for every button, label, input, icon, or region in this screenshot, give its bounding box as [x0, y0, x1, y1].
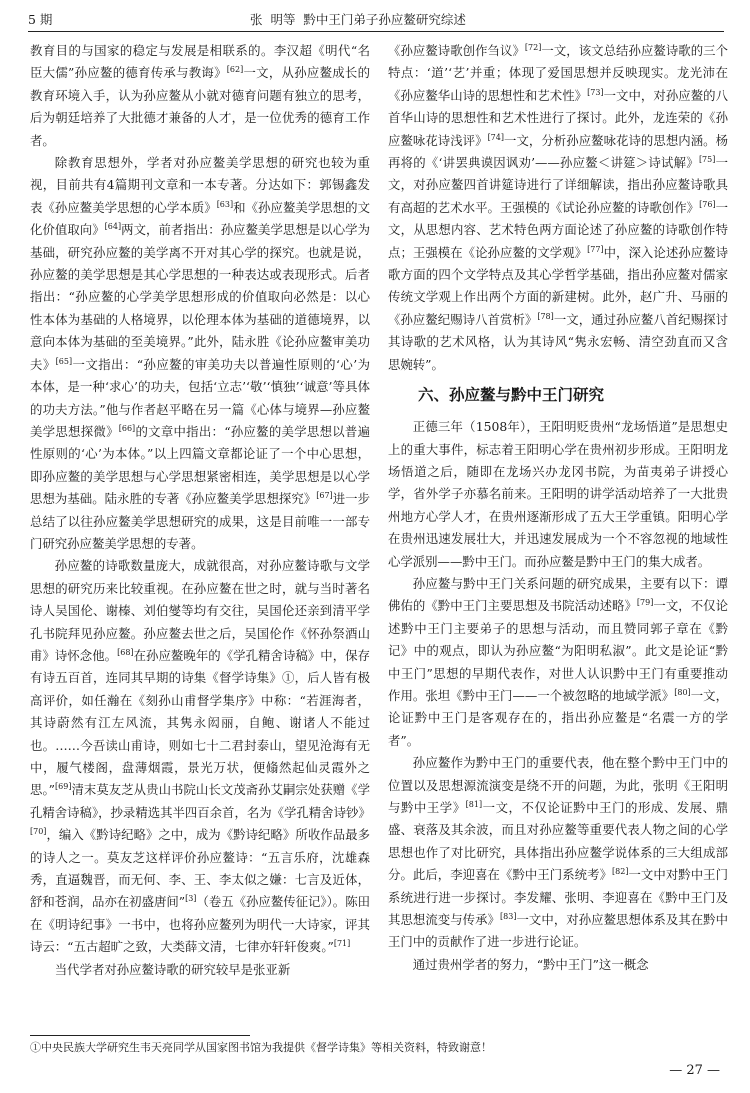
citation-mark: [64]	[104, 222, 122, 232]
body-paragraph: 教育目的与国家的稳定与发展是相联系的。李汉超《明代“名臣大儒”孙应鳌的德育传承与教诲》[62]一文，从孙应鳌成长的教育环境入手，认为孙应鳌从小就对德育问题有独立的思考，后为朝廷培养了大批德才兼备的人才，是一位优秀的德育工作者。	[30, 43, 370, 148]
citation-mark: [81]	[465, 799, 483, 809]
citation-mark: [67]	[316, 491, 333, 500]
citation-mark: [71]	[333, 939, 351, 949]
body-paragraph: 孙应鳌与黔中王门关系问题的研究成果，主要有以下：谭佛佑的《黔中王门主要思想及书院活动述略》[79]一文，不仅论述黔中王门主要弟子的思想与活动，而且赞同郭子章在《黔记》中的观点，即认为孙应鳌“为阳明私淑”。此文是论证“黔中王门”思想的早期代表作，对世人认识黔中王门有重要推动作用。张坦《黔中王门——一个被忽略的地域学派》[80]一文，论证黔中王门是客观存在的，指出孙应鳌是“名震一方的学者”。	[388, 575, 729, 748]
citation-mark: [65]	[55, 356, 73, 366]
citation-mark: [76]	[699, 199, 716, 209]
citation-mark: [83]	[500, 911, 517, 921]
citation-mark: [68]	[117, 647, 134, 657]
citation-mark: [82]	[612, 867, 629, 877]
body-paragraph: 正德三年（1508年），王阳明贬贵州“龙场悟道”是思想史上的重大事件，标志着王阳明心学在贵州初步形成。王阳明龙场悟道之后，随即在龙场兴办龙冈书院，为苗夷弟子讲授心学，省外学子亦慕名前来。王阳明的讲学活动培养了一大批贵州地方心学人才，在贵州逐渐形成了五大王学重镇。阳明心学在贵州迅速发展壮大，并迅速发展成为一个不容忽视的地域性心学派别——黔中王门。而孙应鳌是黔中王门的集大成者。	[388, 419, 728, 569]
footnote: ①中央民族大学研究生韦天亮同学从国家图书馆为我提供《督学诗集》等相关资料，特致谢意！	[30, 1041, 492, 1054]
right-column	[388, 40, 728, 976]
citation-mark: [62]	[226, 65, 244, 75]
body-paragraph: 当代学者对孙应鳌诗歌的研究较早是张亚新	[54, 961, 291, 977]
citation-mark: [72]	[524, 42, 542, 52]
body-paragraph: 孙应鳌作为黔中王门的重要代表，他在整个黔中王门中的位置以及思想源流演变是绕不开的问题，为此，张明《王阳明与黔中王学》[81]一文，不仅论证黔中王门的形成、发展、鼎盛、衰落及其余波，而且对孙应鳌等重要代表人物之间的心学思想也作了对比研究，具体指出孙应鳌学说体系的三大组成部分。此后，李迎喜在《黔中王门系统考》[82]一文中对黔中王门系统进行进一步探讨。李发耀、张明、李迎喜在《黔中王门及其思想流变与传承》[83]一文中，对孙应鳌思想体系及其在黔中王门中的贡献作了进一步进行论证。	[388, 755, 729, 950]
citation-mark: [77]	[587, 244, 604, 254]
citation-mark: [78]	[537, 311, 554, 321]
body-paragraph: 通过贵州学者的努力，“黔中王门”这一概念	[412, 956, 649, 972]
citation-mark: [66]	[118, 423, 136, 433]
body-paragraph: 《孙应鳌诗歌创作刍议》[72]一文，该文总结孙应鳌诗歌的三个特点：‘道’‘艺’并重；体现了爱国思想并反映现实。龙光沛在《孙应鳌华山诗的思想性和艺术性》[73]一文中，对孙应鳌的八首华山诗的思想性和艺术性进行了探讨。此外，龙连荣的《孙应鳌咏花诗浅评》[74]一文，分析孙应鳌咏花诗的思想内涵。杨再将的《‘讲罢典谟因讽劝’——孙应鳌＜讲筵＞诗试解》[75]一文，对孙应鳌四首讲筵诗进行了详细解读，指出孙应鳌诗歌具有高超的艺术水平。王强模的《试论孙应鳌的诗歌创作》[76]一文，从思想内容、艺术特色两方面论述了孙应鳌的诗歌创作特点；王强模在《论孙应鳌的文学观》[77]中，深入论述孙应鳌诗歌方面的四个文学特点及其心学哲学基础，指出孙应鳌对儒家传统文学观上作出两个方面的新建树。此外，赵广升、马丽的《孙应鳌纪赐诗八首赏析》[78]一文，通过孙应鳌八首纪赐探讨其诗歌的艺术风格，认为其诗风“隽永宏畅、清空劲直而又含思婉转”。	[388, 42, 729, 372]
left-column	[30, 40, 370, 981]
citation-mark: [75]	[698, 154, 716, 164]
section-heading: 六、孙应鳌与黔中王门研究	[418, 385, 605, 405]
citation-mark: [70]	[30, 827, 47, 837]
citation-mark: [69]	[55, 782, 72, 792]
running-title: 张 明等 黔中王门弟子孙应鳌研究综述	[250, 12, 466, 27]
citation-mark: [79]	[636, 598, 654, 608]
citation-mark: [63]	[216, 199, 234, 209]
citation-mark: [3]	[185, 894, 197, 904]
page-number: — 27 —	[669, 1063, 720, 1078]
footnote-rule	[30, 1035, 250, 1036]
header-rule	[28, 31, 724, 32]
body-paragraph: 孙应鳌的诗歌数量庞大，成就很高，对孙应鳌诗歌与文学思想的研究历来比较重视。在孙应鳌在世之时，就与当时著名诗人吴国伦、谢榛、刘伯燮等均有交往，吴国伦还亲到清平学孔书院拜见孙应鳌。孙应鳌去世之后，吴国伦作《怀孙祭酒山甫》诗怀念他。[68]在孙应鳌晚年的《学孔精舍诗稿》中，保存有诗五百首，连同其早期的诗集《督学诗集》①，后人皆有极高评价，如任瀚在《刻孙山甫督学集序》中称：“若涯海者，其诗蔚然有江左风流，其隽永闳丽，自鲍、谢诸人不能过也。……今吾读山甫诗，则如七十二君封泰山，望见沧海有无中，履气楼阁，盘薄烟霞，景光万状，便翛然起仙灵霞外之思。”[69]清末莫友芝从贵山书院山长文茂斋孙艾嗣宗处获赠《学孔精舍诗稿》，抄录精选其半四百余首，名为《学孔精舍诗钞》[70]，编入《黔诗纪略》之中，成为《黔诗纪略》所收作品最多的诗人之一。莫友芝这样评价孙应鳌诗：“五言乐府，沈雄森秀，直逼魏晋，而无何、李、王、李太似之嫌：七言及近体，舒和苍润，品亦在初盛唐间”[3]（卷五《孙应鳌传征记》）。陈田在《明诗纪事》一书中，也将孙应鳌列为明代一大诗家，评其诗云：“五古超旷之致，大类薛文清，七律亦轩轩俊爽。”[71]	[30, 558, 371, 955]
body-paragraph: 除教育思想外，学者对孙应鳌美学思想的研究也较为重视，目前共有4篇期刊文章和一本专著。分达如下：郭锡鑫发表《孙应鳌美学思想的心学本质》[63]和《孙应鳌美学思想的文化价值取向》[64]两文，前者指出：孙应鳌美学思想是以心学为基础，研究孙应鳌的美学离不开对其心学的探究。也就是说，孙应鳌的美学思想是其心学思想的一种表达或表现形式。后者指出：“孙应鳌的心学美学思想形成的价值取向必然是：以心性本体为基础的人格境界，以伦理本体为基础的道德境界，以意向本体为基础的至美境界。”此外，陆永胜《论孙应鳌审美功夫》[65]一文指出：“孙应鳌的审美功夫以普遍性原则的‘心’为本体，是一种‘求心’的功夫，包括‘立志’‘敬’‘慎独’‘诚意’等具体的功夫方法。”他与作者赵平略在另一篇《心体与境界—孙应鳌美学思想探微》[66]的文章中指出：“孙应鳌的美学思想以普遍性原则的‘心’为本体。”以上四篇文章都论证了一个中心思想，即孙应鳌的美学思想与心学思想紧密相连，美学思想是以心学思想为基础。陆永胜的专著《孙应鳌美学思想探究》[67]进一步总结了以往孙应鳌美学思想研究的成果，这是目前唯一一部专门研究孙应鳌美学思想的专著。	[30, 155, 371, 551]
journal-issue: 5 期	[28, 12, 53, 27]
citation-mark: [73]	[587, 87, 604, 97]
citation-mark: [80]	[674, 687, 691, 697]
citation-mark: [74]	[487, 132, 504, 142]
